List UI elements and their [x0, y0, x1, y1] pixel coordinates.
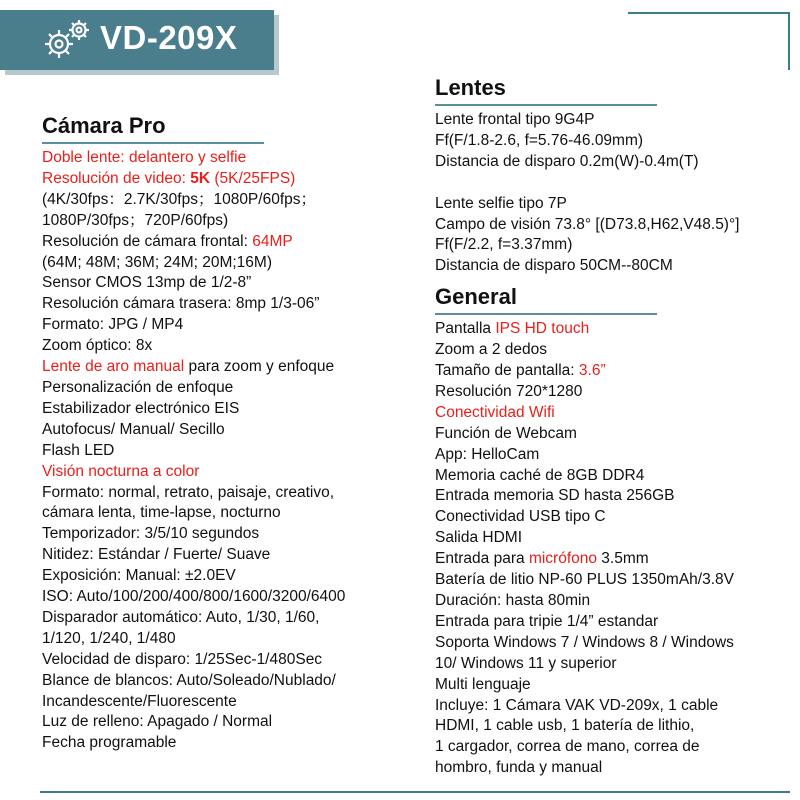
spec-line — [435, 675, 795, 696]
section-divider — [42, 142, 264, 144]
spec-line — [435, 361, 795, 382]
spec-text: 1080P/30fps；720P/60fps) — [42, 211, 229, 229]
general-spec-list — [435, 319, 795, 779]
spec-text: HDMI, 1 cable usb, 1 batería de lithio, — [435, 717, 695, 735]
spec-text: micrófono — [528, 550, 597, 568]
spec-line — [435, 194, 795, 215]
section-divider — [435, 104, 657, 106]
spec-line — [42, 336, 412, 357]
spec-text: Nitidez: Estándar / Fuerte/ Suave — [42, 546, 271, 564]
spec-line — [435, 716, 795, 737]
spec-text: Flash LED — [42, 441, 115, 459]
spec-line — [42, 650, 412, 671]
spec-line — [42, 503, 412, 524]
spec-line — [42, 629, 412, 650]
spec-text: Blance de blancos: Auto/Soleado/Nublado/ — [42, 671, 336, 689]
camara-pro-spec-list — [42, 148, 412, 754]
spec-text: Lente selfie tipo 7P — [435, 194, 567, 212]
spec-line — [42, 692, 412, 713]
spec-line — [42, 357, 412, 378]
spec-text: 3.5mm — [597, 550, 649, 568]
spec-line — [42, 148, 412, 169]
gears-icon — [38, 13, 96, 67]
spec-text: Conectividad USB tipo C — [435, 508, 606, 526]
spec-line — [42, 211, 412, 232]
spec-line — [42, 273, 412, 294]
spec-text: Conectividad Wifi — [435, 403, 555, 421]
spec-line — [435, 382, 795, 403]
spec-text: 1/120, 1/240, 1/480 — [42, 629, 176, 647]
spec-line — [435, 319, 795, 340]
spec-line — [42, 733, 412, 754]
camara-pro-section — [42, 112, 412, 754]
spec-text: (4K/30fps：2.7K/30fps；1080P/60fps； — [42, 190, 316, 208]
spec-text: Campo de visión 73.8° [(D73.8,H62,V48.5)°] — [435, 215, 740, 233]
right-column — [435, 74, 795, 779]
lentes-section — [435, 74, 795, 277]
header-banner — [0, 10, 274, 70]
spec-text: Resolución 720*1280 — [435, 382, 583, 400]
spec-line — [435, 424, 795, 445]
spec-text: Exposición: Manual: ±2.0EV — [42, 567, 236, 585]
spec-line — [435, 486, 795, 507]
spec-text: Soporta Windows 7 / Windows 8 / Windows — [435, 633, 734, 651]
spec-line — [42, 420, 412, 441]
spec-text: App: HelloCam — [435, 445, 540, 463]
spec-text: Autofocus/ Manual/ Secillo — [42, 420, 225, 438]
spec-text: Multi lenguaje — [435, 675, 531, 693]
spec-text: Personalización de enfoque — [42, 378, 234, 396]
spec-line — [42, 294, 412, 315]
spec-line — [435, 340, 795, 361]
spec-text: cámara lenta, time-lapse, nocturno — [42, 504, 281, 522]
spec-text: IPS HD touch — [495, 320, 590, 338]
lentes-spec-list — [435, 110, 795, 277]
spec-line — [42, 524, 412, 545]
spec-text: Salida HDMI — [435, 529, 522, 547]
spec-text: Memoria caché de 8GB DDR4 — [435, 466, 645, 484]
spec-line — [42, 545, 412, 566]
spec-line — [42, 253, 412, 274]
spec-text: Incandescente/Fluorescente — [42, 692, 237, 710]
spec-text: Duración: hasta 80min — [435, 592, 591, 610]
spec-text: Formato: JPG / MP4 — [42, 316, 184, 334]
spec-text: Estabilizador electrónico EIS — [42, 399, 240, 417]
spec-line — [435, 528, 795, 549]
footer-divider — [40, 791, 790, 793]
spec-line — [435, 654, 795, 675]
spec-text: Doble lente: delantero y selfie — [42, 149, 247, 166]
spec-text: Ff(F/1.8-2.6, f=5.76-46.09mm) — [435, 131, 644, 149]
spec-text: Ff(F/2.2, f=3.37mm) — [435, 236, 573, 254]
spec-line — [42, 169, 412, 190]
spec-line — [435, 758, 795, 779]
spec-text: Resolución cámara trasera: 8mp 1/3-06” — [42, 295, 320, 313]
spec-text: Entrada memoria SD hasta 256GB — [435, 487, 675, 505]
spec-text: Fecha programable — [42, 734, 177, 752]
spec-line — [435, 215, 795, 236]
spec-text: Tamaño de pantalla: — [435, 362, 579, 380]
spec-line — [435, 152, 795, 173]
spec-text: Sensor CMOS 13mp de 1/2-8” — [42, 274, 252, 292]
spec-text: Distancia de disparo 0.2m(W)-0.4m(T) — [435, 152, 699, 170]
spec-text: 10/ Windows 11 y superior — [435, 654, 617, 672]
spec-text: Visión nocturna a color — [42, 462, 200, 480]
spec-line — [42, 190, 412, 211]
spec-text: Lente frontal tipo 9G4P — [435, 111, 595, 128]
spec-text: ISO: Auto/100/200/400/800/1600/3200/6400 — [42, 588, 346, 606]
spec-text: Entrada para — [435, 550, 529, 568]
spec-text: Incluye: 1 Cámara VAK VD-209x, 1 cable — [435, 696, 719, 714]
spec-text: Batería de litio NP-60 PLUS 1350mAh/3.8V — [435, 571, 734, 589]
spec-text: Zoom a 2 dedos — [435, 341, 548, 359]
spec-line — [435, 445, 795, 466]
spec-line — [42, 587, 412, 608]
spec-text: Luz de relleno: Apagado / Normal — [42, 713, 273, 731]
spec-line — [42, 315, 412, 336]
spec-line — [435, 256, 795, 277]
spec-line — [42, 566, 412, 587]
corner-decoration — [628, 12, 790, 70]
spec-line — [435, 591, 795, 612]
spec-text: Entrada para tripie 1/4” estandar — [435, 612, 659, 630]
spec-text: (5K/25FPS) — [210, 169, 296, 187]
spec-line — [435, 466, 795, 487]
spec-line — [435, 110, 795, 131]
spec-line — [42, 399, 412, 420]
spec-line — [435, 570, 795, 591]
spec-line — [42, 483, 412, 504]
product-title: VD-209X — [100, 19, 238, 56]
spec-text: Distancia de disparo 50CM--80CM — [435, 257, 673, 275]
spec-line — [435, 633, 795, 654]
spec-line — [435, 696, 795, 717]
spec-text: 64MP — [252, 232, 293, 250]
spec-text: Función de Webcam — [435, 424, 577, 442]
spec-line — [42, 378, 412, 399]
spec-text: Temporizador: 3/5/10 segundos — [42, 525, 260, 543]
spec-text: (64M; 48M; 36M; 24M; 20M;16M) — [42, 253, 272, 271]
spec-text: 1 cargador, correa de mano, correa de — [435, 738, 700, 756]
spec-text: Resolución de cámara frontal: — [42, 232, 253, 250]
spec-line — [42, 441, 412, 462]
spec-line — [435, 235, 795, 256]
spec-line — [42, 712, 412, 733]
spec-text: Formato: normal, retrato, paisaje, creativo, — [42, 483, 335, 501]
spec-line — [435, 612, 795, 633]
spec-text: Zoom óptico: 8x — [42, 337, 153, 355]
section-title-lentes: Lentes — [435, 75, 506, 100]
spec-line — [42, 232, 412, 253]
spec-line — [435, 403, 795, 424]
spec-line — [435, 549, 795, 570]
spec-text: 3.6” — [578, 362, 606, 380]
spec-text: para zoom y enfoque — [184, 358, 335, 376]
spec-line — [435, 737, 795, 758]
general-section — [435, 283, 795, 779]
spec-line — [435, 173, 795, 194]
spec-text: Disparador automático: Auto, 1/30, 1/60, — [42, 608, 320, 626]
section-title-general: General — [435, 284, 517, 310]
spec-text: 5K — [190, 169, 211, 187]
spec-line — [42, 462, 412, 483]
section-divider — [435, 313, 657, 315]
spec-text: hombro, funda y manual — [435, 759, 603, 777]
spec-text: Resolución de video: — [42, 169, 191, 187]
spec-line — [42, 671, 412, 692]
spec-text: Velocidad de disparo: 1/25Sec-1/480Sec — [42, 650, 323, 668]
spec-line — [435, 131, 795, 152]
spec-line — [435, 507, 795, 528]
spec-line — [42, 608, 412, 629]
spec-text: Lente de aro manual — [42, 358, 185, 376]
section-title-camara-pro: Cámara Pro — [42, 113, 166, 138]
spec-text: Pantalla — [435, 320, 496, 338]
